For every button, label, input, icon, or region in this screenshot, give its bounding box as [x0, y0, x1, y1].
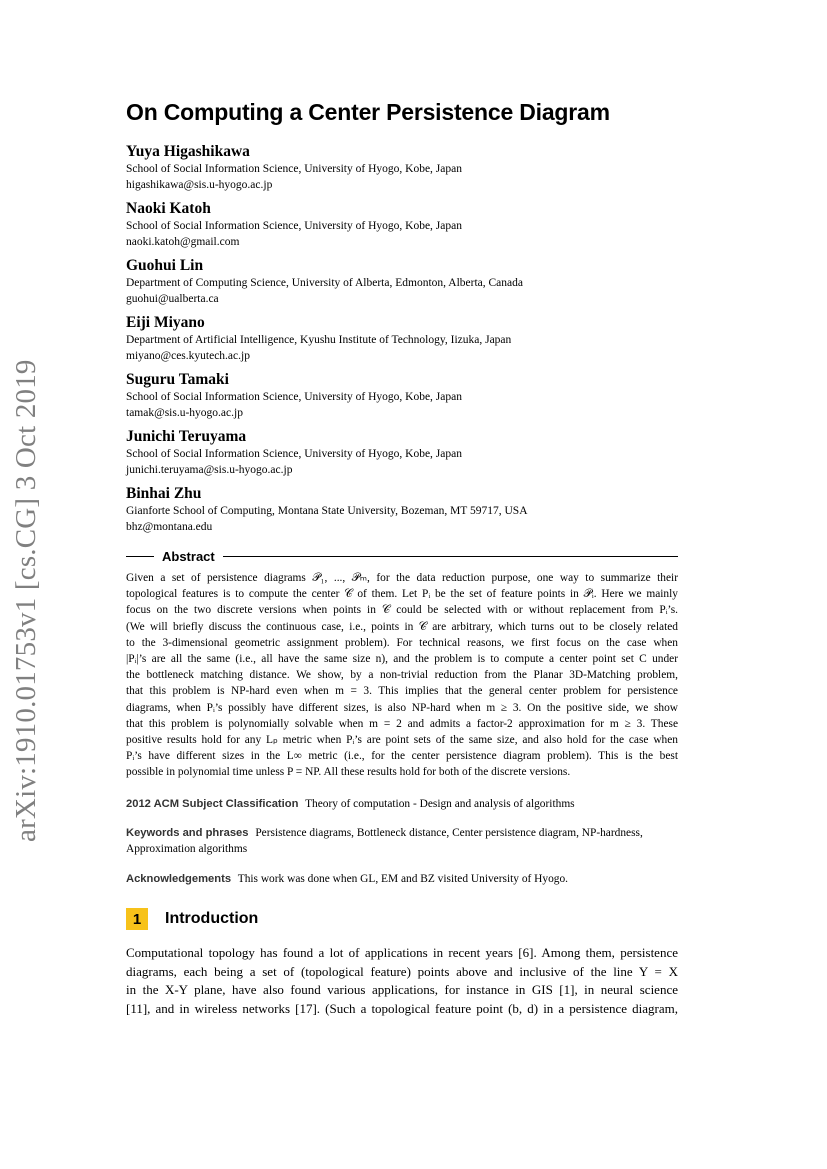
author-block	[126, 143, 686, 200]
author-name: Guohui Lin	[126, 257, 204, 274]
author-block	[126, 371, 686, 428]
acm-text: Theory of computation - Design and analysis of algorithms	[305, 798, 575, 810]
author-affiliation: School of Social Information Science, University of Hyogo, Kobe, Japan	[126, 391, 462, 403]
author-affiliation: Department of Computing Science, University of Alberta, Edmonton, Alberta, Canada	[126, 277, 523, 289]
author-email: miyano@ces.kyutech.ac.jp	[126, 350, 250, 362]
paper-title: On Computing a Center Persistence Diagram	[126, 99, 610, 125]
abstract-line: to the 3-dimensional geometric assignment problem). For technical reasons, we first focus on the case when	[126, 636, 678, 649]
author-name: Naoki Katoh	[126, 200, 211, 217]
abstract-line: topological features is to compute the center 𝒞 of them. Let Pᵢ be the set of feature points in 𝒫ᵢ. Here we mainly	[126, 588, 678, 601]
section-title: Introduction	[165, 910, 259, 927]
abstract-label: Abstract	[162, 548, 215, 564]
abstract-heading	[126, 547, 678, 565]
abstract-line: Pᵢ’s have different sizes in the L∞ metric (i.e., for the center persistence diagram problem). This is the best	[126, 750, 678, 763]
acknowledgements	[126, 871, 678, 887]
section-heading	[126, 908, 258, 930]
author-email: junichi.teruyama@sis.u-hyogo.ac.jp	[126, 464, 293, 476]
author-affiliation: School of Social Information Science, University of Hyogo, Kobe, Japan	[126, 220, 462, 232]
intro-body	[126, 944, 678, 1018]
rule	[126, 556, 154, 557]
acm-classification	[126, 796, 678, 812]
author-affiliation: Department of Artificial Intelligence, Kyushu Institute of Technology, Iizuka, Japan	[126, 334, 512, 346]
abstract-line: Given a set of persistence diagrams 𝒫₁, ..., 𝒫ₘ, for the data reduction purpose, one way to summarize their	[126, 572, 678, 584]
author-name: Suguru Tamaki	[126, 371, 229, 388]
keywords	[126, 825, 678, 857]
abstract-body	[126, 570, 678, 781]
section-number: 1	[126, 908, 148, 930]
author-email: bhz@montana.edu	[126, 521, 213, 533]
arxiv-stamp: arXiv:1910.01753v1 [cs.CG] 3 Oct 2019	[10, 359, 42, 842]
author-list	[126, 143, 686, 542]
author-affiliation: Gianforte School of Computing, Montana State University, Bozeman, MT 59717, USA	[126, 505, 528, 517]
author-name: Junichi Teruyama	[126, 428, 247, 445]
author-email: tamak@sis.u-hyogo.ac.jp	[126, 407, 243, 419]
rule	[223, 556, 678, 557]
author-block	[126, 485, 686, 542]
author-name: Yuya Higashikawa	[126, 143, 250, 160]
author-email: higashikawa@sis.u-hyogo.ac.jp	[126, 179, 273, 191]
author-email: guohui@ualberta.ca	[126, 293, 219, 305]
author-name: Eiji Miyano	[126, 314, 205, 331]
author-block	[126, 428, 686, 485]
abstract-line: focus on the two discrete versions when points in 𝒞 could be selected with or without replacement from Pᵢ’s.	[126, 604, 678, 617]
keywords-line	[126, 825, 678, 841]
abstract-line: positive results hold for any Lₚ metric when Pᵢ’s are point sets of the same size, and also hold for the case when	[126, 734, 678, 747]
author-name: Binhai Zhu	[126, 485, 202, 502]
author-block	[126, 200, 686, 257]
author-affiliation: School of Social Information Science, University of Hyogo, Kobe, Japan	[126, 448, 462, 460]
keywords-text: Persistence diagrams, Bottleneck distance, Center persistence diagram, NP-hardness,	[255, 827, 643, 839]
abstract-line: that this problem is polynomially solvable when m = 2 and admits a factor-2 approximation for m ≥ 3. These	[126, 717, 678, 730]
abstract-line: (We will briefly discuss the continuous case, i.e., points in 𝒞 are arbitrary, which turns out to be closely related	[126, 620, 678, 633]
abstract-line: |Pᵢ|’s are all the same (i.e., all have the same size n), and the problem is to compute a center point set C under	[126, 653, 678, 666]
acm-heading: 2012 ACM Subject Classification	[126, 798, 299, 810]
abstract-line: the bottleneck matching distance. We show, by a non-trivial reduction from the Planar 3D-Matching problem,	[126, 669, 678, 682]
author-email: naoki.katoh@gmail.com	[126, 236, 240, 248]
keywords-heading: Keywords and phrases	[126, 827, 249, 839]
intro-line: Computational topology has found a lot of applications in recent years [6]. Among them, persistence	[126, 945, 678, 960]
intro-line: in the X-Y plane, have also found various applications, for instance in GIS [1], in neural science	[126, 982, 678, 998]
author-block	[126, 314, 686, 371]
acknowledgements-text: This work was done when GL, EM and BZ visited University of Hyogo.	[237, 873, 569, 885]
acknowledgements-heading: Acknowledgements	[126, 873, 232, 885]
author-block	[126, 257, 686, 314]
abstract-line: possible in polynomial time unless P = NP. All these results hold for both of the discrete versions.	[126, 766, 571, 779]
abstract-line: that this problem is NP-hard even when m = 3. This implies that the general center problem for persistence	[126, 685, 678, 698]
intro-line: diagrams, each being a set of (topological feature) points above and inclusive of the line Y = X	[126, 963, 678, 979]
intro-line: [11], and in wireless networks [17]. (Such a topological feature point (b, d) in a persistence diagram,	[126, 1000, 678, 1016]
abstract-line: diagrams, when Pᵢ’s possibly have different sizes, is also NP-hard when m ≥ 3. On the positive side, we show	[126, 701, 678, 714]
author-affiliation: School of Social Information Science, University of Hyogo, Kobe, Japan	[126, 163, 462, 175]
keywords-text-continued: Approximation algorithms	[126, 843, 248, 856]
